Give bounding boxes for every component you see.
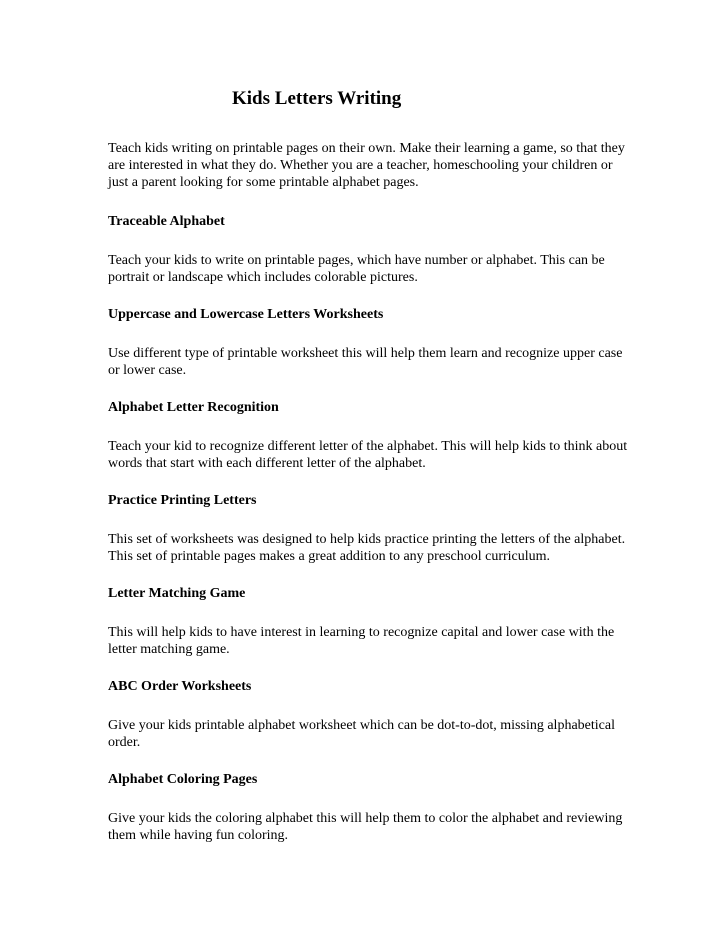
section-heading: ABC Order Worksheets	[108, 679, 252, 694]
section-body: Teach your kids to write on printable pages, which have number or alphabet. This can be portrait or landscape which includes colorable pictures.	[108, 253, 605, 285]
section-traceable-alphabet	[108, 213, 628, 286]
section-body: This set of worksheets was designed to help kids practice printing the letters of the alphabet. This set of printable pages makes a great addition to any preschool curriculum.	[108, 532, 626, 564]
section-heading: Alphabet Letter Recognition	[108, 400, 279, 415]
section-body: Use different type of printable worksheet this will help them learn and recognize upper case or lower case.	[108, 346, 623, 378]
section-heading: Letter Matching Game	[108, 586, 246, 601]
section-heading: Practice Printing Letters	[108, 493, 257, 508]
document-page	[108, 86, 628, 864]
intro-paragraph: Teach kids writing on printable pages on their own. Make their learning a game, so that they are interested in what they do. Whether you are a teacher, homeschooling your children or just a parent looking for some printable alphabet pages.	[108, 141, 625, 190]
section-heading: Traceable Alphabet	[108, 214, 225, 229]
section-body: Teach your kid to recognize different letter of the alphabet. This will help kids to think about words that start with each different letter of the alphabet.	[108, 439, 628, 471]
section-coloring-pages	[108, 771, 628, 844]
section-body: Give your kids the coloring alphabet this will help them to color the alphabet and reviewing them while having fun coloring.	[108, 811, 623, 843]
section-body: Give your kids printable alphabet worksheet which can be dot-to-dot, missing alphabetical order.	[108, 718, 615, 750]
section-letter-recognition	[108, 399, 628, 472]
section-practice-printing	[108, 492, 628, 565]
section-uppercase-lowercase	[108, 306, 628, 379]
section-heading: Alphabet Coloring Pages	[108, 772, 258, 787]
page-title: Kids Letters Writing	[232, 88, 402, 109]
section-abc-order	[108, 678, 628, 751]
section-body: This will help kids to have interest in learning to recognize capital and lower case with the letter matching game.	[108, 625, 615, 657]
section-letter-matching	[108, 585, 628, 658]
section-heading: Uppercase and Lowercase Letters Worksheets	[108, 307, 384, 322]
